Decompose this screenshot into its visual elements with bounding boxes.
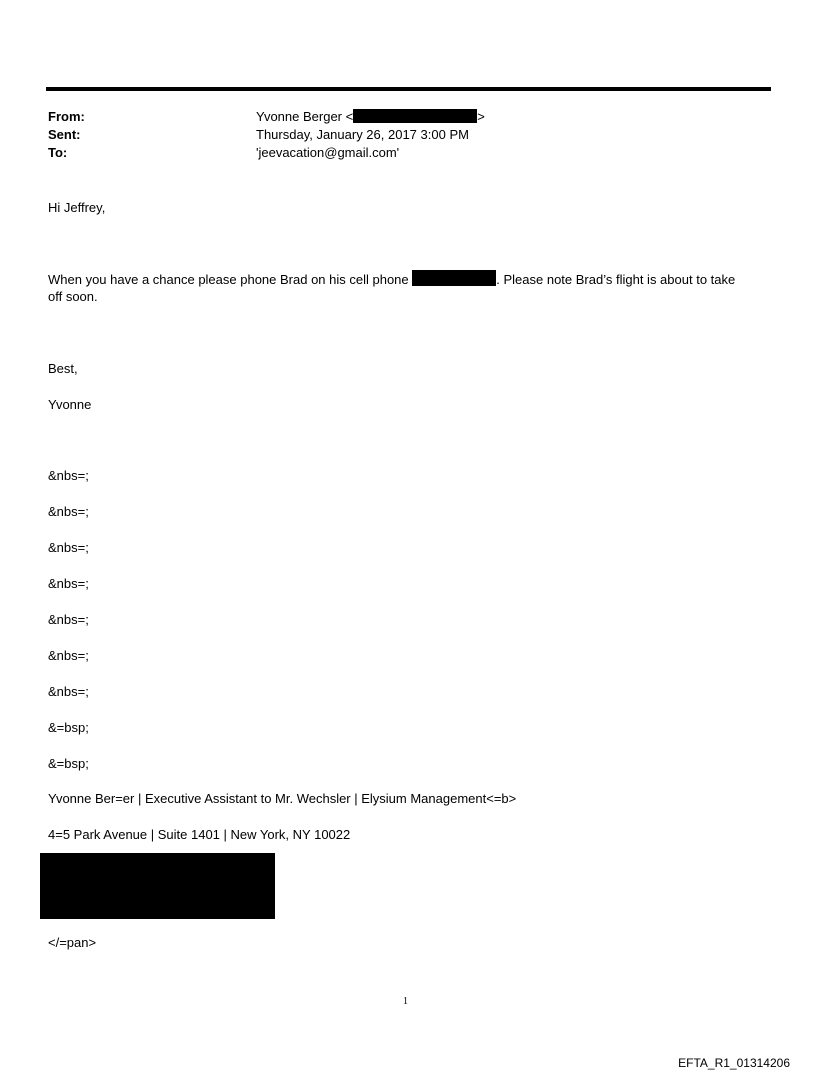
signature-line-1: Yvonne Ber=er | Executive Assistant to Mr. Wechsler | Elysium Management<=b> xyxy=(48,791,517,806)
artifact-line: &nbs=; xyxy=(48,540,89,555)
from-label: From: xyxy=(48,109,85,124)
artifact-line: &nbs=; xyxy=(48,612,89,627)
artifact-line: &nbs=; xyxy=(48,576,89,591)
signoff: Yvonne xyxy=(48,397,92,412)
to-value: 'jeevacation@gmail.com' xyxy=(256,145,400,160)
artifact-line: &=bsp; xyxy=(48,756,89,771)
from-name: Yvonne Berger < xyxy=(256,109,354,124)
message-line-2: off soon. xyxy=(48,289,98,304)
from-value xyxy=(256,109,485,124)
sent-value: Thursday, January 26, 2017 3:00 PM xyxy=(256,127,469,142)
artifact-line: &nbs=; xyxy=(48,648,89,663)
header-rule xyxy=(46,87,771,91)
from-close: > xyxy=(477,109,485,124)
message-part-2: . Please note Brad’s flight is about to take xyxy=(496,272,736,287)
message-part-1: When you have a chance please phone Brad on his cell phone xyxy=(48,272,413,287)
greeting: Hi Jeffrey, xyxy=(48,200,106,215)
closing: Best, xyxy=(48,361,78,376)
artifact-line: &nbs=; xyxy=(48,684,89,699)
artifact-line: &=bsp; xyxy=(48,720,89,735)
artifact-line: &nbs=; xyxy=(48,504,89,519)
redacted-signature-block xyxy=(40,853,275,919)
artifact-line: &nbs=; xyxy=(48,468,89,483)
end-tag: </=pan> xyxy=(48,935,97,950)
bates-number: EFTA_R1_01314206 xyxy=(678,1056,790,1070)
signature-line-2: 4=5 Park Avenue | Suite 1401 | New York, NY 10022 xyxy=(48,827,351,842)
page-number: 1 xyxy=(403,996,408,1007)
redacted-phone xyxy=(412,270,496,286)
to-label: To: xyxy=(48,145,68,160)
message-line-1 xyxy=(48,270,735,289)
redacted-email xyxy=(353,109,477,123)
sent-label: Sent: xyxy=(48,127,81,142)
